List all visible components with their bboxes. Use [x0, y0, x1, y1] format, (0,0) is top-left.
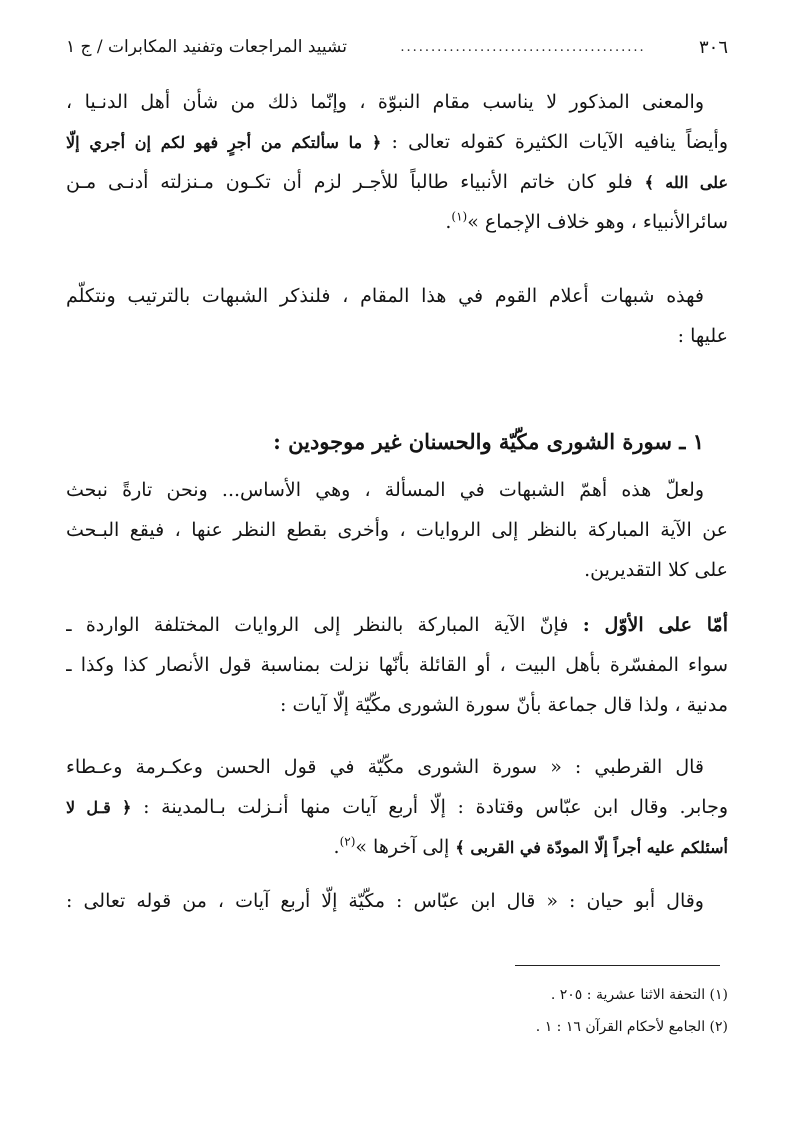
section-heading: ١ ـ سورة الشورى مكّيّة والحسنان غير موجودين : [273, 429, 704, 454]
paragraph-1-line-1: والمعنى المذكور لا يناسب مقام النبوّة ، وإنّما ذلك من شأن أهل الدنـيا ، [66, 91, 705, 113]
paragraph-1-line-4 [66, 202, 728, 242]
text-span: سائرالأنبياء ، وهو خلاف الإجماع » [467, 211, 728, 233]
page-number: ٣٠٦ [698, 36, 728, 58]
text-span: وأيضاً ينافيه الآيات الكثيرة كقوله تعالى : [391, 131, 728, 153]
paragraph-1 [66, 82, 728, 242]
quran-quote: على الله ﴾ [644, 173, 728, 192]
paragraph-2 [66, 276, 728, 356]
footnote-2: (٢) الجامع لأحكام القرآن ١٦ : ١ . [535, 1019, 728, 1035]
paragraph-6 [66, 881, 728, 921]
paragraph-3-line-1: ولعلّ هذه أهمّ الشبهات في المسألة ، وهي الأساس... ونحن تارةً نبحث [66, 479, 704, 501]
paragraph-3 [66, 470, 728, 590]
quran-quote: أسئلكم عليه أجراً إلّا المودّة في القربى ﴾ [455, 838, 728, 857]
paragraph-4 [66, 605, 728, 725]
text-span: إلى آخرها » [355, 836, 450, 858]
paragraph-5 [66, 747, 728, 867]
book-title: تشييد المراجعات وتفنيد المكابرات / ج ١ [66, 37, 347, 57]
bold-lead: أمّا على الأوّل : [582, 614, 728, 636]
paragraph-4-line-1 [66, 605, 728, 645]
text-span: فإنّ الآية المباركة بالنظر إلى الروايات المختلفة الواردة ـ [66, 614, 569, 636]
header-leader-dots: ........................................ [400, 39, 646, 55]
text-span: وجابر. وقال ابن عبّاس وقتادة : إلّا أربع آيات منها أنـزلت بـالمدينة : [143, 796, 728, 818]
footnote-separator [515, 965, 720, 966]
quran-quote: ﴿ قـل لا [66, 798, 132, 817]
paragraph-5-line-1: قال القرطبي : « سورة الشورى مكّيّة في قول الحسن وعكـرمة وعـطاء [66, 756, 704, 778]
paragraph-2-line-2: عليها : [677, 325, 728, 347]
footnote-ref-2: (٢) [339, 834, 356, 849]
text-span: . [333, 836, 340, 858]
paragraph-4-line-2: سواء المفسّرة بأهل البيت ، أو القائلة بأنّها نزلت بمناسبة قول الأنصار كذا وكذا ـ [66, 654, 728, 676]
paragraph-2-line-1: فهذه شبهات أعلام القوم في هذا المقام ، فلنذكر الشبهات بالترتيب ونتكلّم [66, 285, 704, 307]
paragraph-6-line-1: وقال أبو حيان : « قال ابن عبّاس : مكّيّة إلّا أربع آيات ، من قوله تعالى : [66, 890, 704, 912]
footnote-ref-1: (١) [451, 209, 468, 224]
paragraph-1-line-2 [66, 122, 728, 162]
quran-quote: ﴿ ما سألتكم من أجرٍ فهو لكم إن أجري إلّا [66, 133, 382, 152]
running-header [66, 32, 728, 62]
paragraph-3-line-2: عن الآية المباركة بالنظر إلى الروايات ، وأخرى بقطع النظر عنها ، فيقع البـحث [66, 519, 728, 541]
text-span: . [445, 211, 452, 233]
paragraph-5-line-2 [66, 787, 728, 827]
paragraph-4-line-3: مدنية ، ولذا قال جماعة بأنّ سورة الشورى مكّيّة إلّا آيات : [280, 694, 728, 716]
paragraph-3-line-3: على كلا التقديرين. [584, 559, 728, 581]
paragraph-1-line-3 [66, 162, 728, 202]
footnote-1: (١) التحفة الاثنا عشرية : ٢٠٥ . [550, 987, 728, 1003]
paragraph-5-line-3 [66, 827, 728, 867]
text-span: فلو كان خاتم الأنبياء طالباً للأجـر لزم أن تكـون مـنزلته أدنـى مـن [66, 171, 633, 193]
